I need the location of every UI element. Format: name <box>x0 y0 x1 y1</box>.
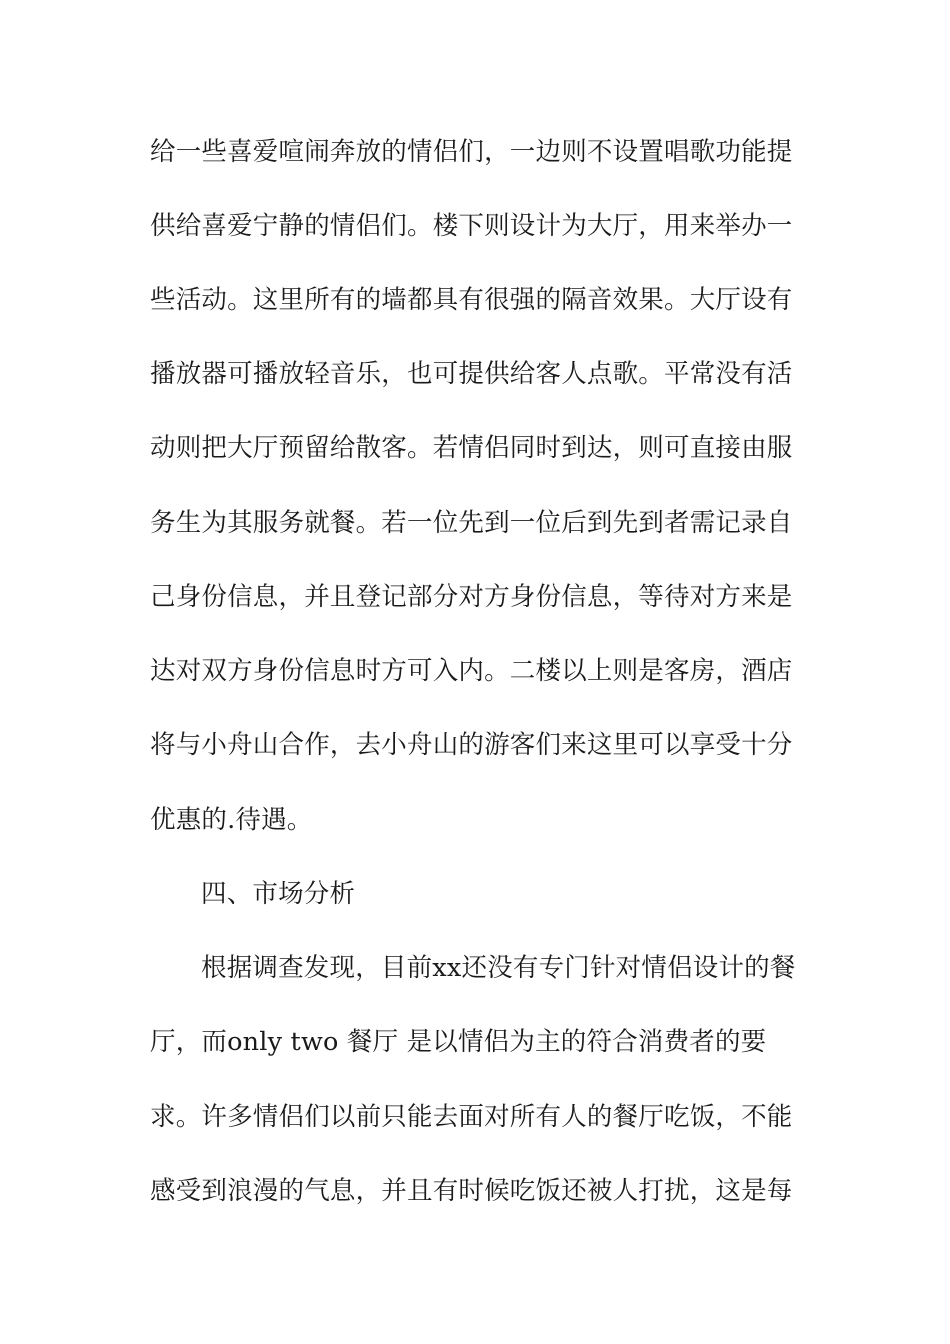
body-text-line: 将与小舟山合作，去小舟山的游客们来这里可以享受十分 <box>150 730 793 760</box>
body-text-line: 播放器可播放轻音乐，也可提供给客人点歌。平常没有活 <box>150 359 793 389</box>
body-text-line: 厅，而only two 餐厅 是以情侣为主的符合消费者的要 <box>150 1027 767 1057</box>
body-text-line: 供给喜爱宁静的情侣们。楼下则设计为大厅，用来举办一 <box>150 211 793 241</box>
body-text-line: 些活动。这里所有的墙都具有很强的隔音效果。大厅设有 <box>150 285 793 315</box>
body-text-line: 感受到浪漫的气息，并且有时候吃饭还被人打扰，这是每 <box>150 1176 793 1206</box>
body-text-line: 己身份信息，并且登记部分对方身份信息，等待对方来是 <box>150 582 793 612</box>
body-text-line: 求。许多情侣们以前只能去面对所有人的餐厅吃饭，不能 <box>150 1102 793 1132</box>
body-text-line: 优惠的.待遇。 <box>150 805 313 835</box>
body-text-line: 根据调查发现，目前xx还没有专门针对情侣设计的餐 <box>201 953 796 983</box>
body-text-line: 动则把大厅预留给散客。若情侣同时到达，则可直接由服 <box>150 433 793 463</box>
body-text-line: 达对双方身份信息时方可入内。二楼以上则是客房，酒店 <box>150 656 793 686</box>
section-heading: 四、市场分析 <box>201 879 356 909</box>
body-text-line: 务生为其服务就餐。若一位先到一位后到先到者需记录自 <box>150 508 793 538</box>
body-text-line: 给一些喜爱喧闹奔放的情侣们，一边则不设置唱歌功能提 <box>150 137 793 167</box>
